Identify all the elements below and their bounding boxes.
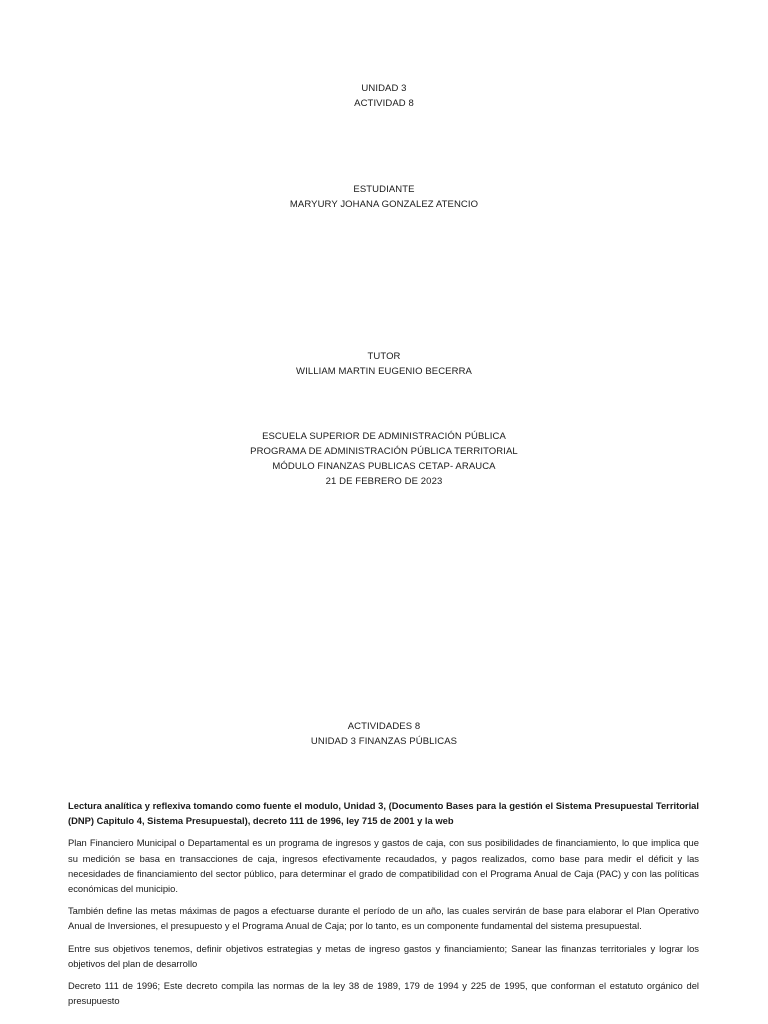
body-paragraph: Plan Financiero Municipal o Departamental es un programa de ingresos y gastos de caja, con sus posibilidades de financiamiento, lo que implica que su medición se basa en transacciones de caja, ingresos efectivamente recaudados, y pagos realizados, como base para medir el déficit y las necesidades de financiamiento del sector público, para determinar el grado de compatibilidad con el Programa Anual de Caja (PAC) y con las políticas económicas del municipio. [68, 837, 699, 895]
student-heading: ESTUDIANTE [353, 184, 415, 195]
student-name: MARYURY JOHANA GONZALEZ ATENCIO [289, 199, 479, 210]
body-paragraph: Entre sus objetivos tenemos, definir objetivos estrategias y metas de ingreso gastos y financiamiento; Sanear las finanzas territoriales y lograr los objetivos del plan de desarrollo [68, 942, 699, 969]
body-paragraph: También define las metas máximas de pagos a efectuarse durante el período de un año, las cuales servirán de base para elaborar el Plan Operativo Anual de Inversiones, el presupuesto y el Programa Anual de Caja; por lo tanto, es un componente fundamental del sistema presupuestal. [68, 905, 699, 932]
document-date: 21 DE FEBRERO DE 2023 [325, 476, 443, 487]
institution-block [0, 429, 768, 489]
activities-heading: ACTIVIDADES 8 [347, 721, 421, 732]
institution-program: PROGRAMA DE ADMINISTRACIÓN PÚBLICA TERRITORIAL [250, 446, 518, 457]
unit-heading-block [0, 81, 768, 111]
institution-module: MÓDULO FINANZAS PUBLICAS CETAP- ARAUCA [272, 461, 496, 472]
tutor-name: WILLIAM MARTIN EUGENIO BECERRA [296, 366, 472, 377]
activity-block [0, 719, 768, 749]
unit-label: UNIDAD 3 [361, 83, 407, 94]
unit-subject: UNIDAD 3 FINANZAS PÚBLICAS [310, 736, 458, 747]
tutor-block [0, 349, 768, 379]
intro-paragraph: Lectura analítica y reflexiva tomando como fuente el modulo, Unidad 3, (Documento Bases para la gestión el Sistema Presupuestal Territorial (DNP) Capitulo 4, Sistema Presupuestal), decreto 111 de 1996, ley 715 de 2001 y la web [68, 800, 699, 827]
document-body [68, 798, 699, 1015]
institution-school: ESCUELA SUPERIOR DE ADMINISTRACIÓN PÚBLICA [262, 431, 506, 442]
activity-label: ACTIVIDAD 8 [354, 98, 414, 109]
body-paragraph: Decreto 111 de 1996; Este decreto compila las normas de la ley 38 de 1989, 179 de 1994 y 225 de 1995, que conforman el estatuto orgánico del presupuesto [68, 980, 699, 1007]
tutor-heading: TUTOR [367, 351, 401, 362]
student-block [0, 182, 768, 212]
